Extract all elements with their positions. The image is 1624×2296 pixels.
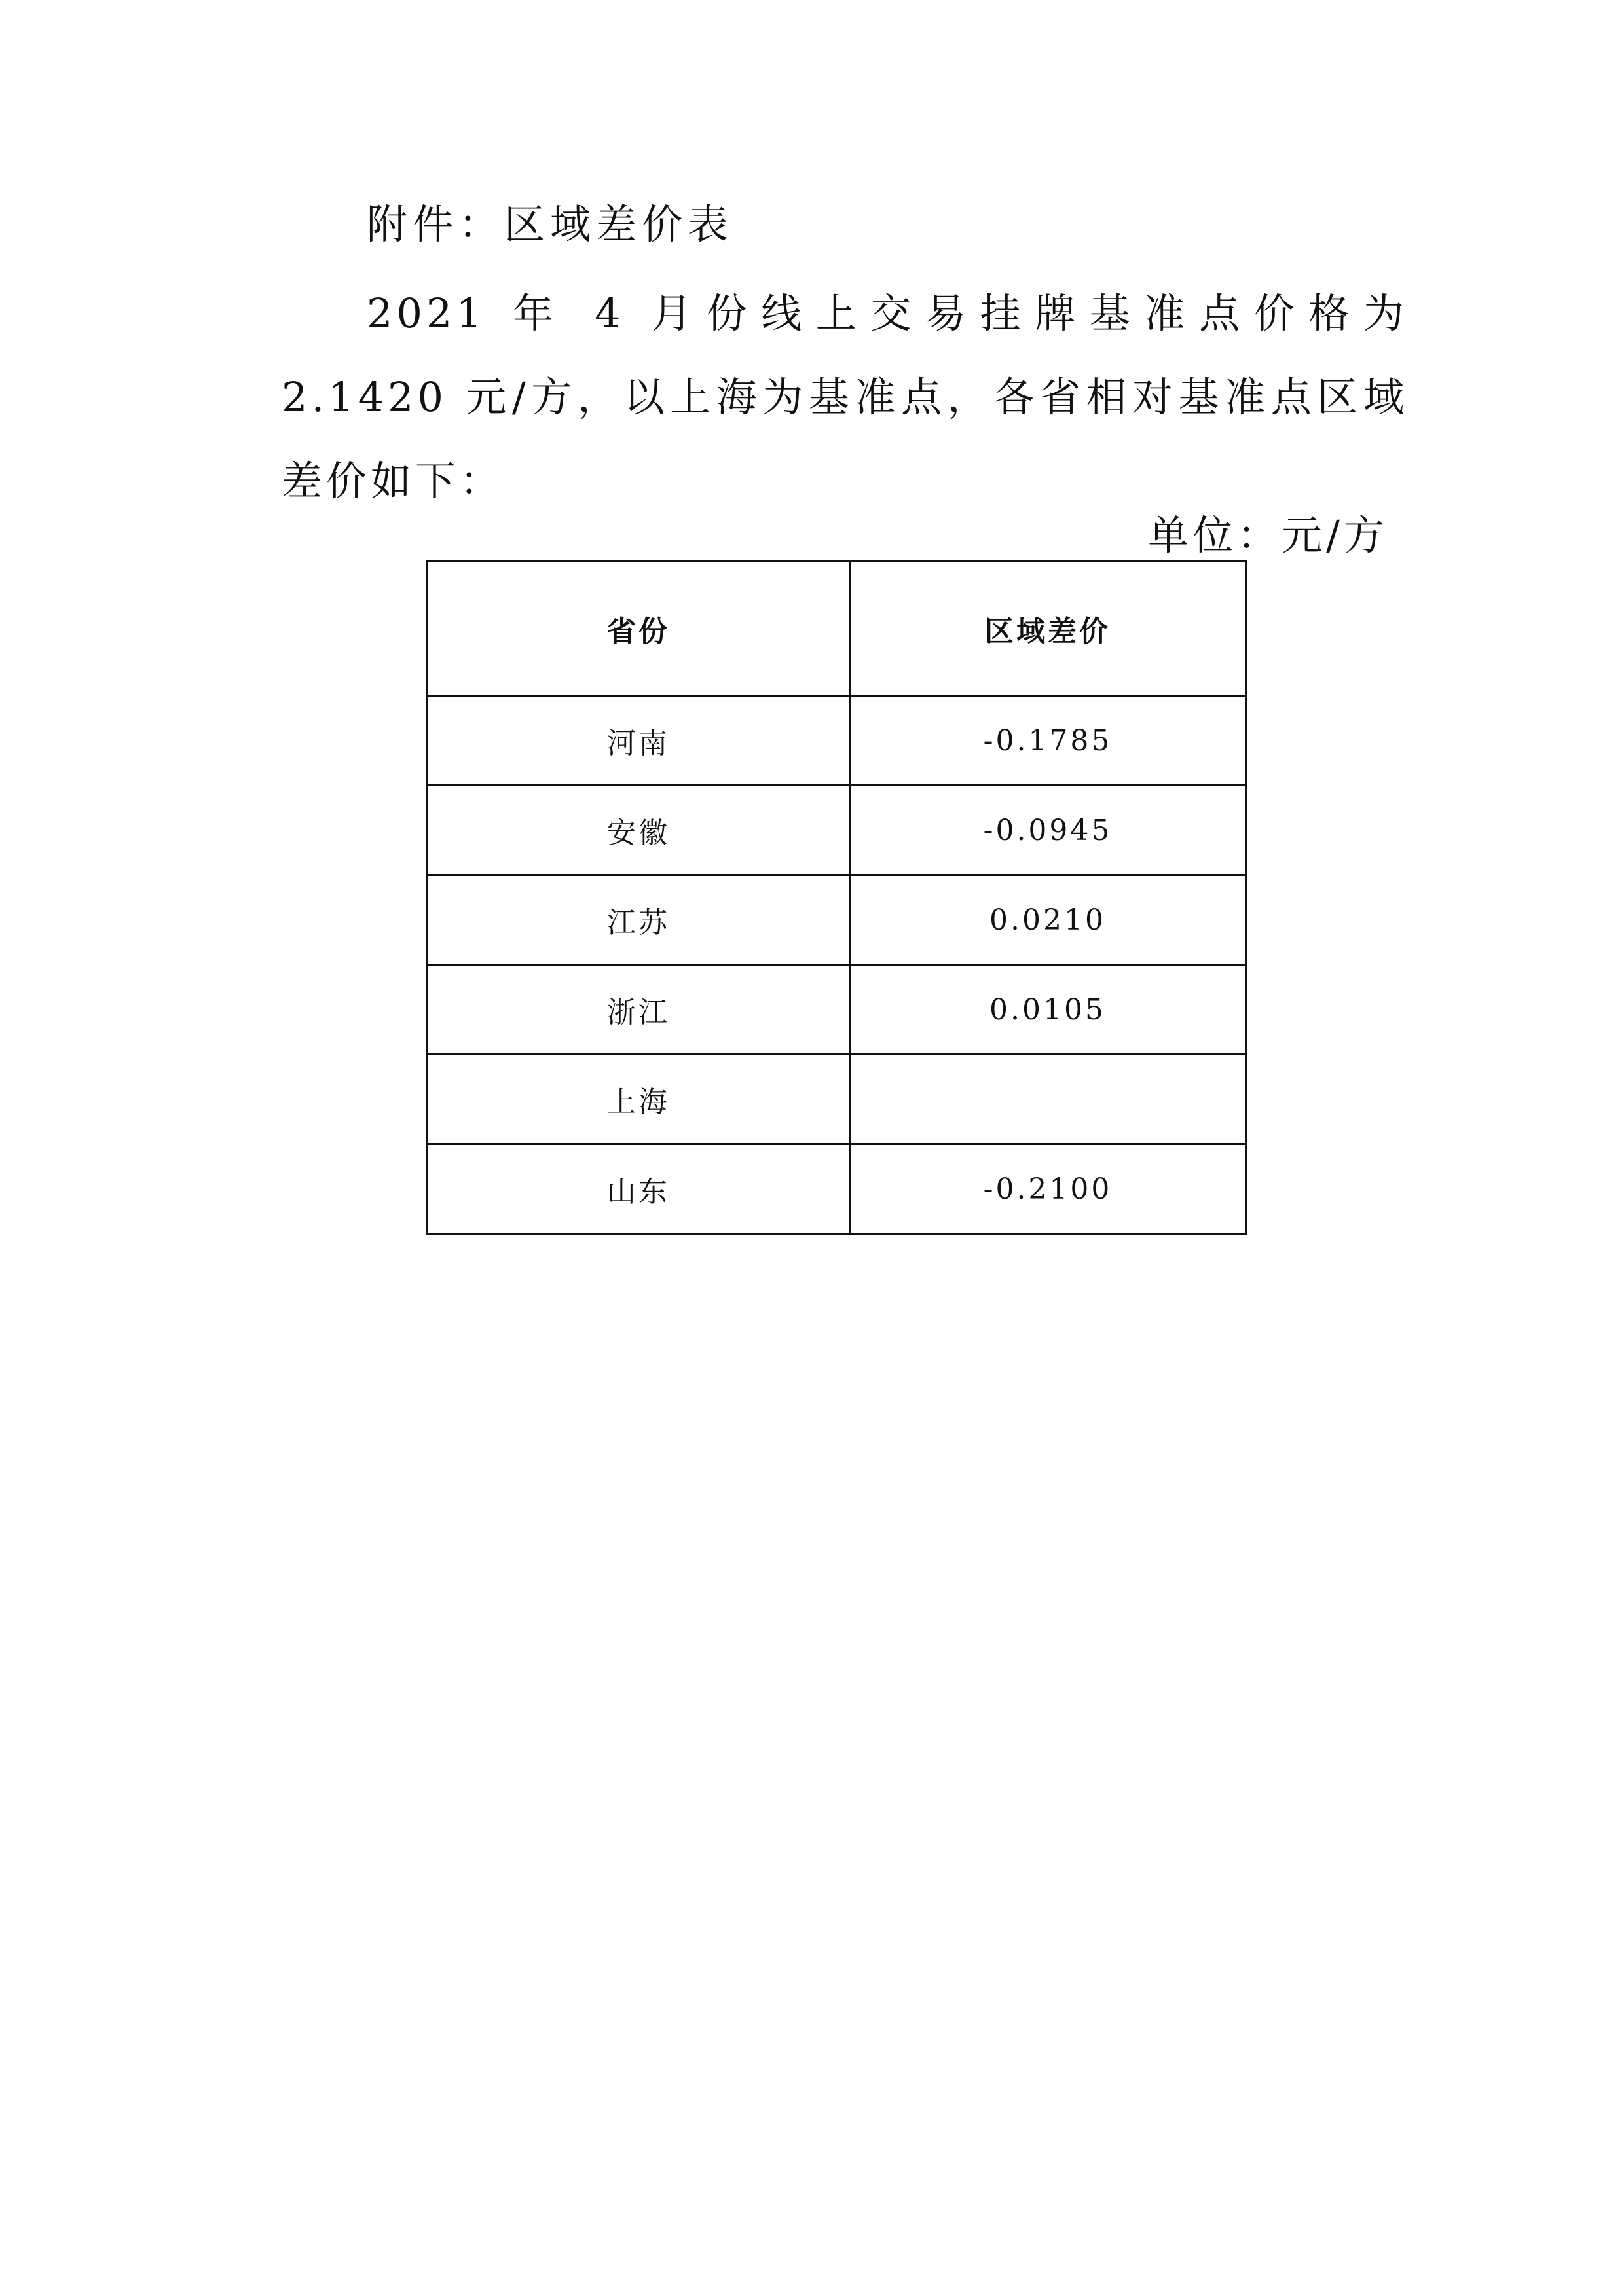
price-difference-cell: -0.2100 — [850, 1144, 1247, 1235]
table-row — [427, 696, 1246, 786]
price-difference-cell: 0.0210 — [850, 875, 1247, 965]
province-cell: 山东 — [427, 1144, 850, 1235]
column-header-price-difference: 区域差价 — [850, 561, 1247, 696]
attachment-heading: 附件：区域差价表 — [367, 200, 734, 248]
table-row — [427, 965, 1246, 1055]
table-row — [427, 875, 1246, 965]
unit-label: 单位：元/方 — [1148, 511, 1388, 559]
intro-paragraph: 2021 年 4 月份线上交易挂牌基准点价格为 2.1420 元/方，以上海为基准点，各省相对基准点区域差价如下： — [282, 289, 1408, 505]
table-header-row — [427, 561, 1246, 696]
price-difference-cell: -0.0945 — [850, 786, 1247, 875]
province-cell: 江苏 — [427, 875, 850, 965]
table-row — [427, 1055, 1246, 1144]
regional-price-difference-table — [426, 560, 1247, 1235]
province-cell: 浙江 — [427, 965, 850, 1055]
price-difference-cell: 0.0105 — [850, 965, 1247, 1055]
table-row — [427, 786, 1246, 875]
price-difference-cell: -0.1785 — [850, 696, 1247, 786]
province-cell: 安徽 — [427, 786, 850, 875]
province-cell: 河南 — [427, 696, 850, 786]
price-difference-cell — [850, 1055, 1247, 1144]
table-row — [427, 1144, 1246, 1235]
province-cell: 上海 — [427, 1055, 850, 1144]
column-header-province: 省份 — [427, 561, 850, 696]
